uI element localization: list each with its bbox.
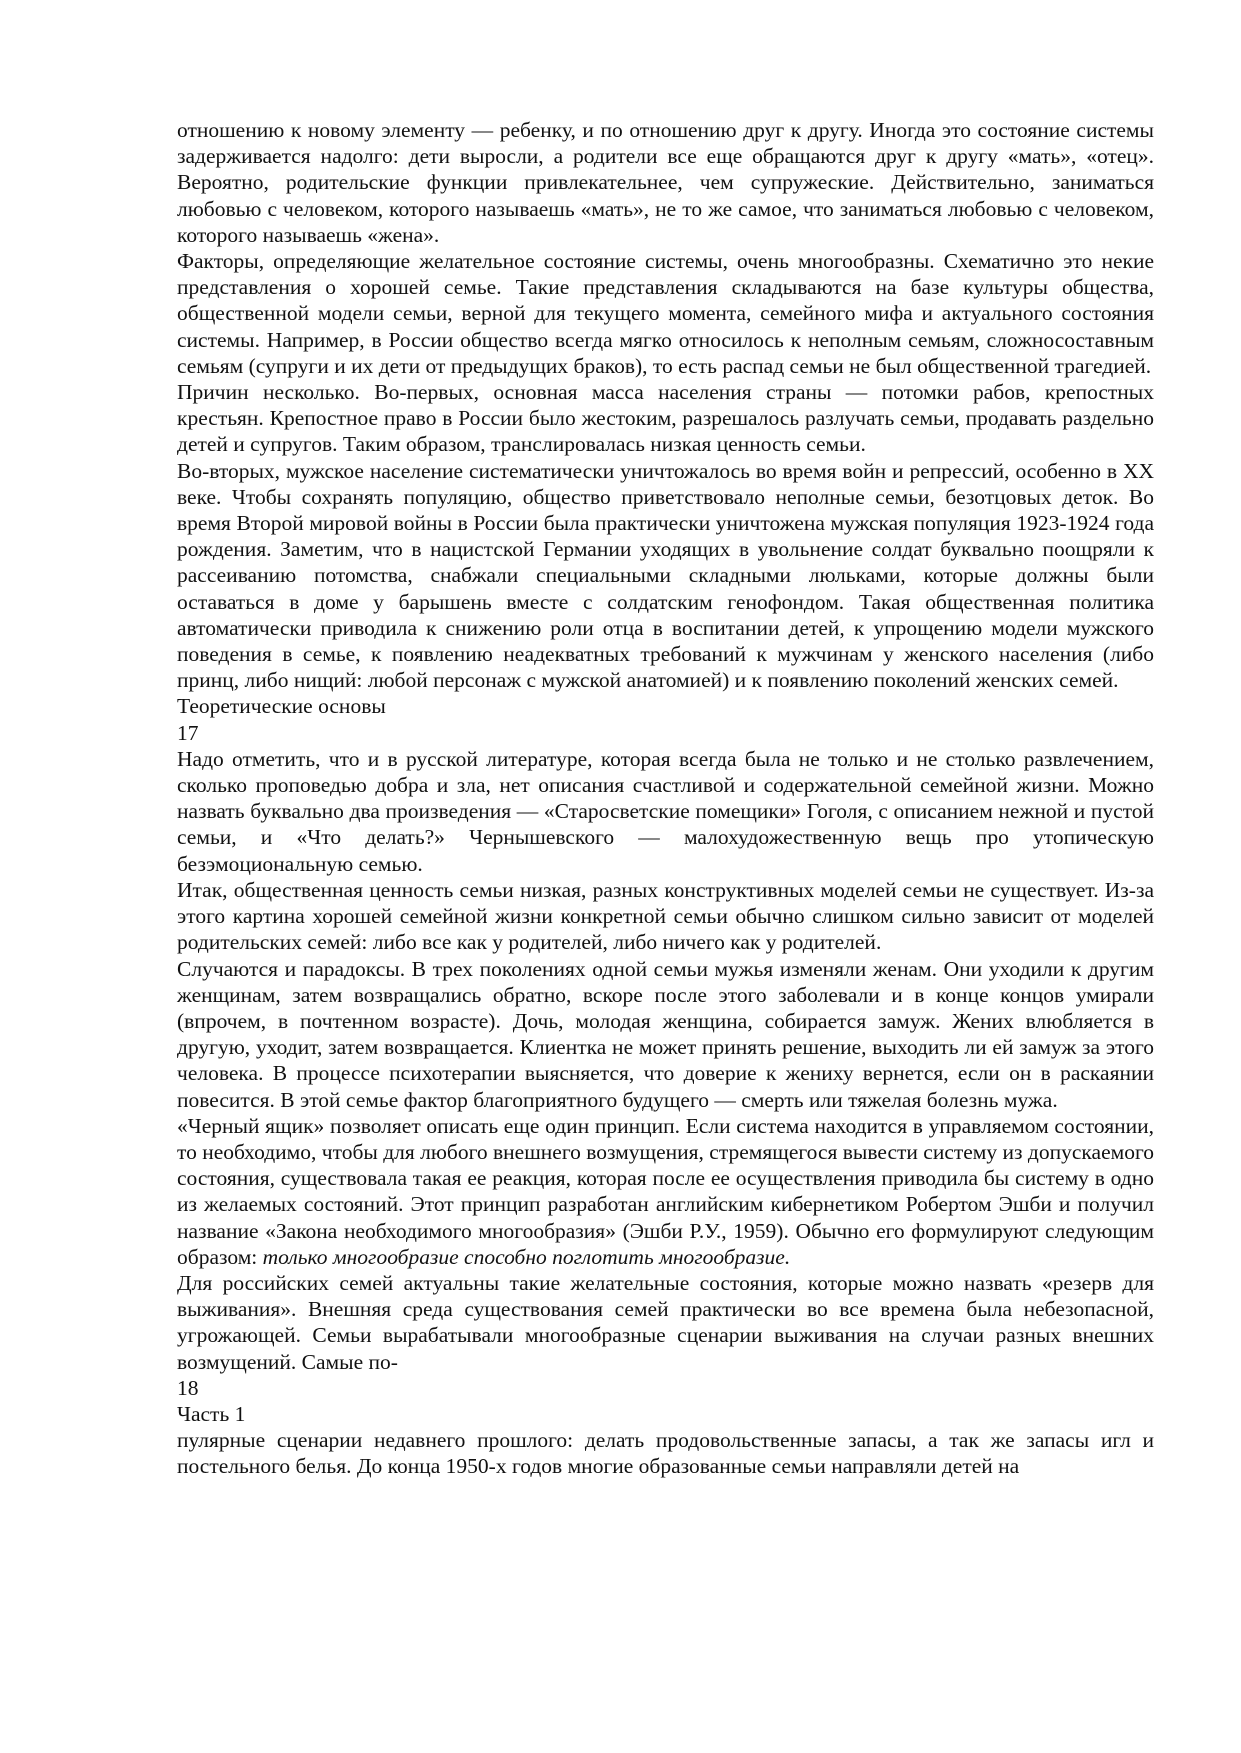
paragraph-male-population: Во-вторых, мужское население систематически уничтожалось во время войн и репрессий, особенно в XX веке. Чтобы сохранять популяцию, общество приветствовало неполные семьи, безотцовых деток. Во время Второй мировой войны в России была практически уничтожена мужская популяция 1923-1924 года рождения. Заметим, что в нацистской Германии уходящих в увольнение солдат буквально поощряли к рассеиванию потомства, снабжали специальными складными люльками, которые должны были оставаться в доме у барышень вместе с солдатским генофондом. Такая общественная политика автоматически приводила к снижению роли отца в воспитании детей, к упрощению модели мужского поведения в семье, к появлению неадекватных требований к мужчинам у женского населения (либо принц, либо нищий: любой персонаж с мужской анатомией) и к появлению поколений женских семей. bbox=[177, 458, 1154, 693]
page-number: 18 bbox=[177, 1375, 199, 1400]
paragraph-popular-scenarios: пулярные сценарии недавнего прошлого: делать продовольственные запасы, а так же запасы игл и постельного белья. До конца 1950-х годов многие образованные семьи направляли детей на bbox=[177, 1428, 1154, 1479]
paragraph-social-value: Итак, общественная ценность семьи низкая, разных конструктивных моделей семьи не существует. Из-за этого картина хорошей семейной жизни конкретной семьи обычно слишком сильно зависит от моделей родительских семей: либо все как у родителей, либо ничего как у родителей. bbox=[177, 877, 1154, 955]
paragraph-paradoxes: Случаются и парадоксы. В трех поколениях одной семьи мужья изменяли женам. Они уходили к другим женщинам, затем возвращались обратно, вскоре после этого заболевали и в конце концов умирали (впрочем, в почтенном возрасте). Дочь, молодая женщина, собирается замуж. Жених влюбляется в другую, уходит, затем возвращается. Клиентка не может принять решение, выходить ли ей замуж за этого человека. В процессе психотерапии выясняется, что доверие к жениху вернется, если он в раскаянии повесится. В этой семье фактор благоприятного будущего — смерть или тяжелая болезнь мужа. bbox=[177, 956, 1154, 1112]
paragraph-desired-state-factors: Факторы, определяющие желательное состояние системы, очень многообразны. Схематично это некие представления о хорошей семье. Такие представления складываются на базе культуры общества, общественной модели семьи, верной для текущего момента, семейного мифа и актуального состояния системы. Например, в России общество всегда мягко относилось к неполным семьям, сложносоставным семьям (супруги и их дети от предыдущих браков), то есть распад семьи не был общественной трагедией. bbox=[177, 249, 1154, 378]
running-header: Часть 1 bbox=[177, 1401, 246, 1426]
page-number: 17 bbox=[177, 720, 199, 745]
paragraph-parent-roles: отношению к новому элементу — ребенку, и по отношению друг к другу. Иногда это состояние системы задерживается надолго: дети выросли, а родители все еще обращаются друг к другу «мать», «отец». Вероятно, родительские функции привлекательнее, чем супружеские. Действительно, заниматься любовью с человеком, которого называешь «мать», не то же самое, что заниматься любовью с человеком, которого называешь «жена». bbox=[177, 118, 1154, 247]
paragraph-survival-reserve: Для российских семей актуальны такие желательные состояния, которые можно назвать «резерв для выживания». Внешняя среда существования семей практически во все времена была небезопасной, угрожающей. Семьи вырабатывали многообразные сценарии выживания на случаи разных внешних возмущений. Самые по- bbox=[177, 1270, 1154, 1374]
paragraph-black-box bbox=[177, 1113, 1154, 1270]
italic-principle: только многообразие способно поглотить многообразие. bbox=[262, 1244, 791, 1269]
paragraph-black-box-text: «Черный ящик» позволяет описать еще один принцип. Если система находится в управляемом состоянии, то необходимо, чтобы для любого внешнего возмущения, стремящегося вывести систему из допускаемого состояния, существовала такая ее реакция, которая после ее осуществления приводила бы систему в одно из желаемых состояний. Этот принцип разработан английским кибернетиком Робертом Эшби и получил название «Закона необходимого многообразия» (Эшби Р.У., 1959). Обычно его формулируют следующим образом: bbox=[177, 1113, 1154, 1269]
running-header: Теоретические основы bbox=[177, 694, 386, 719]
paragraph-russian-literature: Надо отметить, что и в русской литературе, которая всегда была не только и не столько развлечением, сколько проповедью добра и зла, нет описания счастливой и содержательной семейной жизни. Можно назвать буквально два произведения — «Старосветские помещики» Гоголя, с описанием нежной и пустой семьи, и «Что делать?» Чернышевского — малохудожественную вещь про утопическую безэмоциональную семью. bbox=[177, 746, 1154, 876]
document-page bbox=[177, 117, 1154, 1480]
paragraph-reasons: Причин несколько. Во-первых, основная масса населения страны — потомки рабов, крепостных крестьян. Крепостное право в России было жестоким, разрешалось разлучать семьи, продавать раздельно детей и супругов. Таким образом, транслировалась низкая ценность семьи. bbox=[177, 380, 1154, 457]
